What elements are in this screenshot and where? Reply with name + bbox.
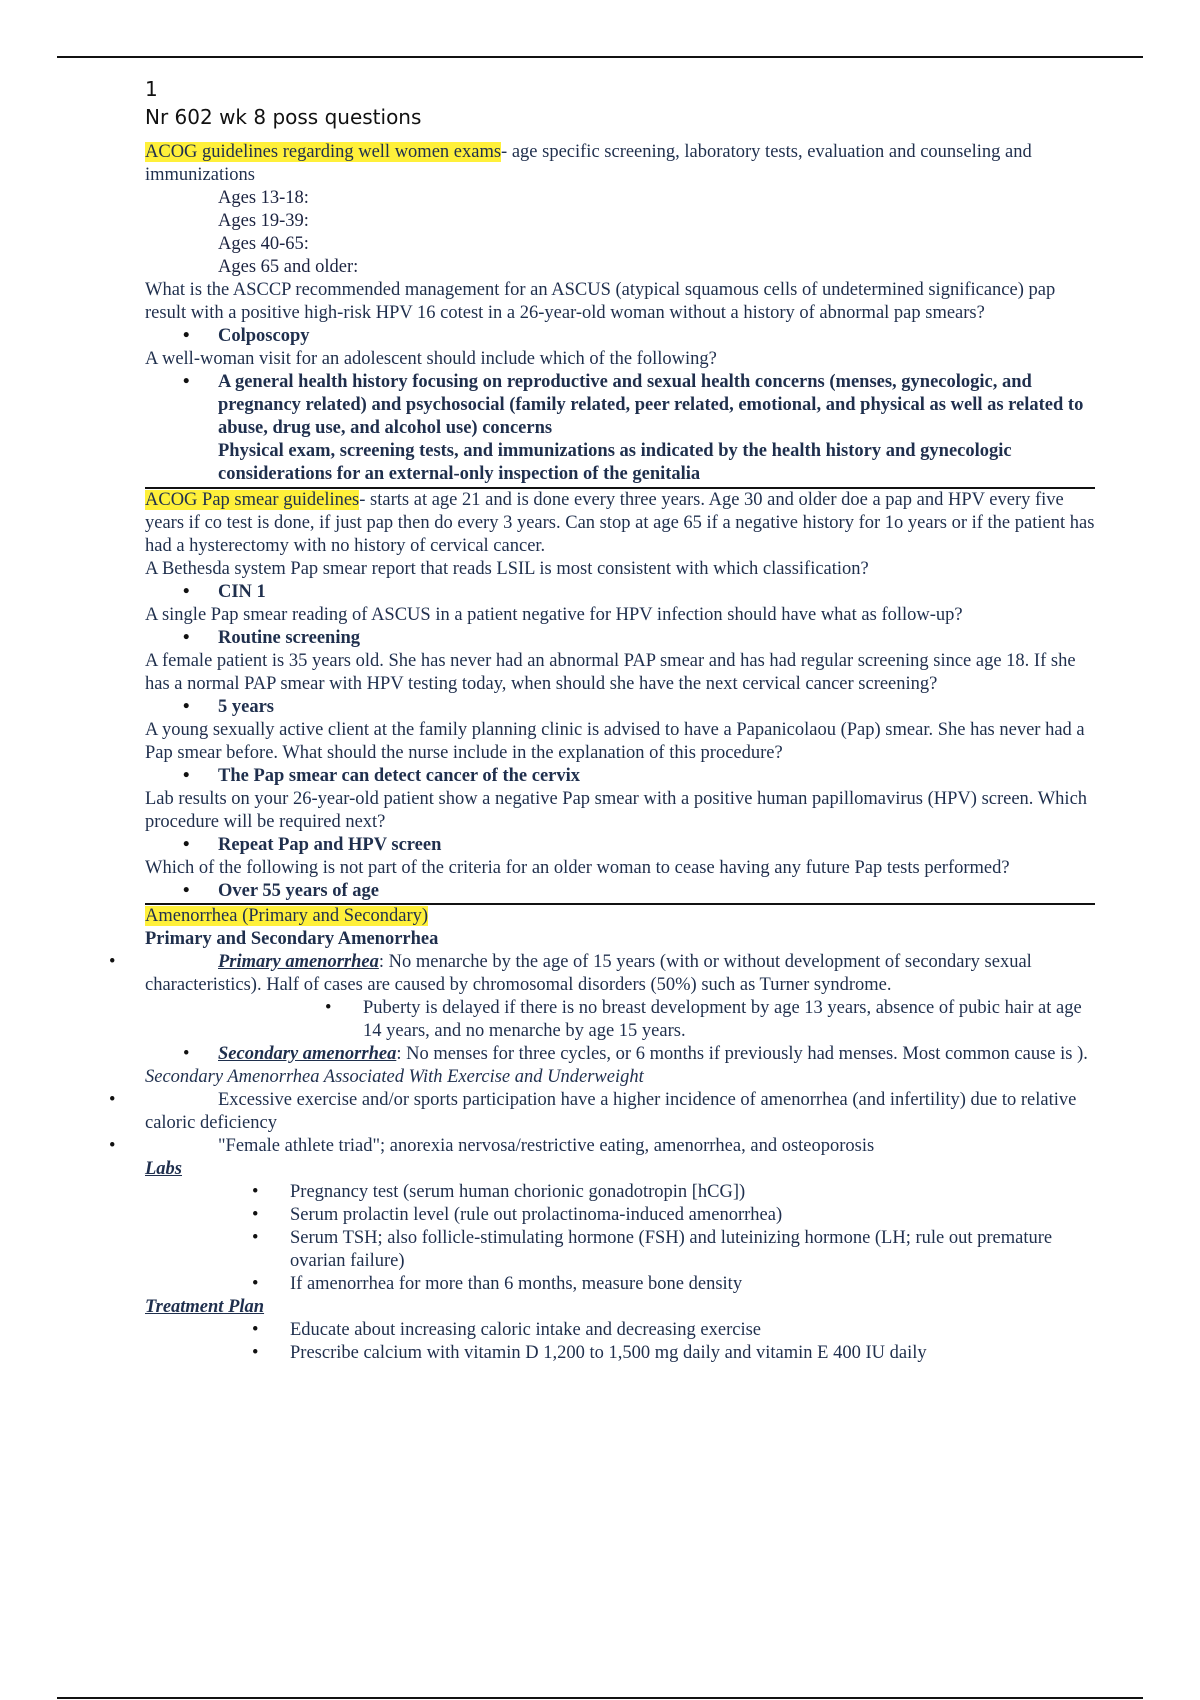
lab-item: • Pregnancy test (serum human chorionic gonadotropin [hCG])	[145, 1181, 1095, 1204]
lab-item: • If amenorrhea for more than 6 months, measure bone density	[145, 1273, 1095, 1296]
lab-item: • Serum TSH; also follicle-stimulating hormone (FSH) and luteinizing hormone (LH; rule out premature ovarian failure)	[145, 1227, 1095, 1273]
treatment-item: • Prescribe calcium with vitamin D 1,200 to 1,500 mg daily and vitamin E 400 IU daily	[145, 1342, 1095, 1365]
answer: • The Pap smear can detect cancer of the cervix	[145, 765, 1095, 788]
secondary-amenorrhea-label: Secondary amenorrhea	[218, 1044, 397, 1064]
amenorrhea-heading: Amenorrhea (Primary and Secondary)	[145, 906, 429, 926]
answer: • CIN 1	[145, 581, 1095, 604]
question: Lab results on your 26-year-old patient show a negative Pap smear with a positive human papillomavirus (HPV) screen. Which procedure will be required next?	[145, 789, 1088, 832]
question: A young sexually active client at the family planning clinic is advised to have a Papanicolaou (Pap) smear. She has never had a Pap smear before. What should the nurse include in the explanation of this procedure?	[145, 720, 1085, 763]
page-title: Nr 602 wk 8 poss questions	[145, 105, 422, 129]
question: A Bethesda system Pap smear report that reads LSIL is most consistent with which classification?	[145, 559, 869, 579]
amenorrhea-heading-line	[145, 905, 1095, 928]
age-range: Ages 40-65:	[218, 234, 309, 254]
exercise-heading: Secondary Amenorrhea Associated With Exercise and Underweight	[145, 1067, 644, 1087]
well-women-heading: ACOG guidelines regarding well women exams	[145, 142, 502, 162]
lab-item: • Serum prolactin level (rule out prolactinoma-induced amenorrhea)	[145, 1204, 1095, 1227]
answer: Physical exam, screening tests, and immunizations as indicated by the health history and gynecologic considerations for an external-only inspection of the genitalia	[218, 441, 1012, 484]
well-women-intro	[145, 141, 1095, 187]
question: Which of the following is not part of the criteria for an older woman to cease having any future Pap tests performed?	[145, 858, 1010, 878]
age-range: Ages 13-18:	[218, 188, 309, 208]
question: A single Pap smear reading of ASCUS in a patient negative for HPV infection should have what as follow-up?	[145, 605, 963, 625]
answer: • Colposcopy	[145, 325, 1095, 348]
answer: • Over 55 years of age	[145, 880, 1095, 903]
document-body	[145, 75, 1095, 1365]
labs-label: Labs	[145, 1159, 182, 1179]
page-number: 1	[145, 77, 158, 101]
treatment-item: • Educate about increasing caloric intake and decreasing exercise	[145, 1319, 1095, 1342]
question: What is the ASCCP recommended management for an ASCUS (atypical squamous cells of undetermined significance) pap result with a positive high-risk HPV 16 cotest in a 26-year-old woman without a history of abnormal pap smears?	[145, 280, 1056, 323]
question: A well-woman visit for an adolescent should include which of the following?	[145, 349, 717, 369]
labs-list	[145, 1181, 1095, 1296]
bottom-rule	[57, 1697, 1143, 1699]
exercise-text: "Female athlete triad"; anorexia nervosa/restrictive eating, amenorrhea, and osteoporosis	[218, 1136, 875, 1156]
amenorrhea-subheading: Primary and Secondary Amenorrhea	[145, 929, 439, 949]
answer: • A general health history focusing on reproductive and sexual health concerns (menses, gynecologic, and pregnancy related) and psychosocial (family related, peer related, emotional, and physical as well as related to abuse, drug use, and alcohol use) concerns	[145, 371, 1095, 440]
answer: • Repeat Pap and HPV screen	[145, 834, 1095, 857]
age-range: Ages 65 and older:	[218, 257, 359, 277]
answer: • Routine screening	[145, 627, 1095, 650]
age-range: Ages 19-39:	[218, 211, 309, 231]
answer: • 5 years	[145, 696, 1095, 719]
secondary-amenorrhea-item	[145, 1043, 1095, 1066]
pap-text: - starts at age 21 and is done every three years. Age 30 and older doe a pap and HPV every five years if co test is done, if just pap then do every 3 years. Can stop at age 65 if a negative history for 1o years or if the patient has had a hysterectomy with no history of cervical cancer.	[145, 490, 1095, 556]
exercise-item	[145, 1089, 1095, 1135]
secondary-amenorrhea-text: : No menses for three cycles, or 6 months if previously had menses. Most common cause is ).	[396, 1044, 1088, 1064]
treatment-list	[145, 1319, 1095, 1365]
question: A female patient is 35 years old. She has never had an abnormal PAP smear and has had regular screening since age 18. If she has a normal PAP smear with HPV testing today, when should she have the next cervical cancer screening?	[145, 651, 1076, 694]
top-rule	[57, 56, 1143, 58]
answer-list	[145, 880, 1095, 905]
exercise-text: Excessive exercise and/or sports participation have a higher incidence of amenorrhea (and infertility) due to relative caloric deficiency	[145, 1090, 1077, 1133]
well-women-text: - age specific screening, laboratory tests, evaluation and counseling and immunizations	[145, 142, 1032, 185]
exercise-item	[145, 1135, 1095, 1158]
primary-amenorrhea-item	[145, 951, 1095, 997]
pap-heading: ACOG Pap smear guidelines	[145, 490, 360, 510]
treatment-label: Treatment Plan	[145, 1297, 265, 1317]
primary-amenorrhea-label: Primary amenorrhea	[218, 952, 379, 972]
answer-list	[145, 371, 1095, 489]
primary-amenorrhea-text: : No menarche by the age of 15 years (with or without development of secondary sexual characteristics). Half of cases are caused by chromosomal disorders (50%) such as Turner syndrome.	[145, 952, 1032, 995]
pap-intro	[145, 489, 1095, 558]
puberty-note: • Puberty is delayed if there is no breast development by age 13 years, absence of pubic hair at age 14 years, and no menarche by age 15 years.	[145, 997, 1095, 1043]
